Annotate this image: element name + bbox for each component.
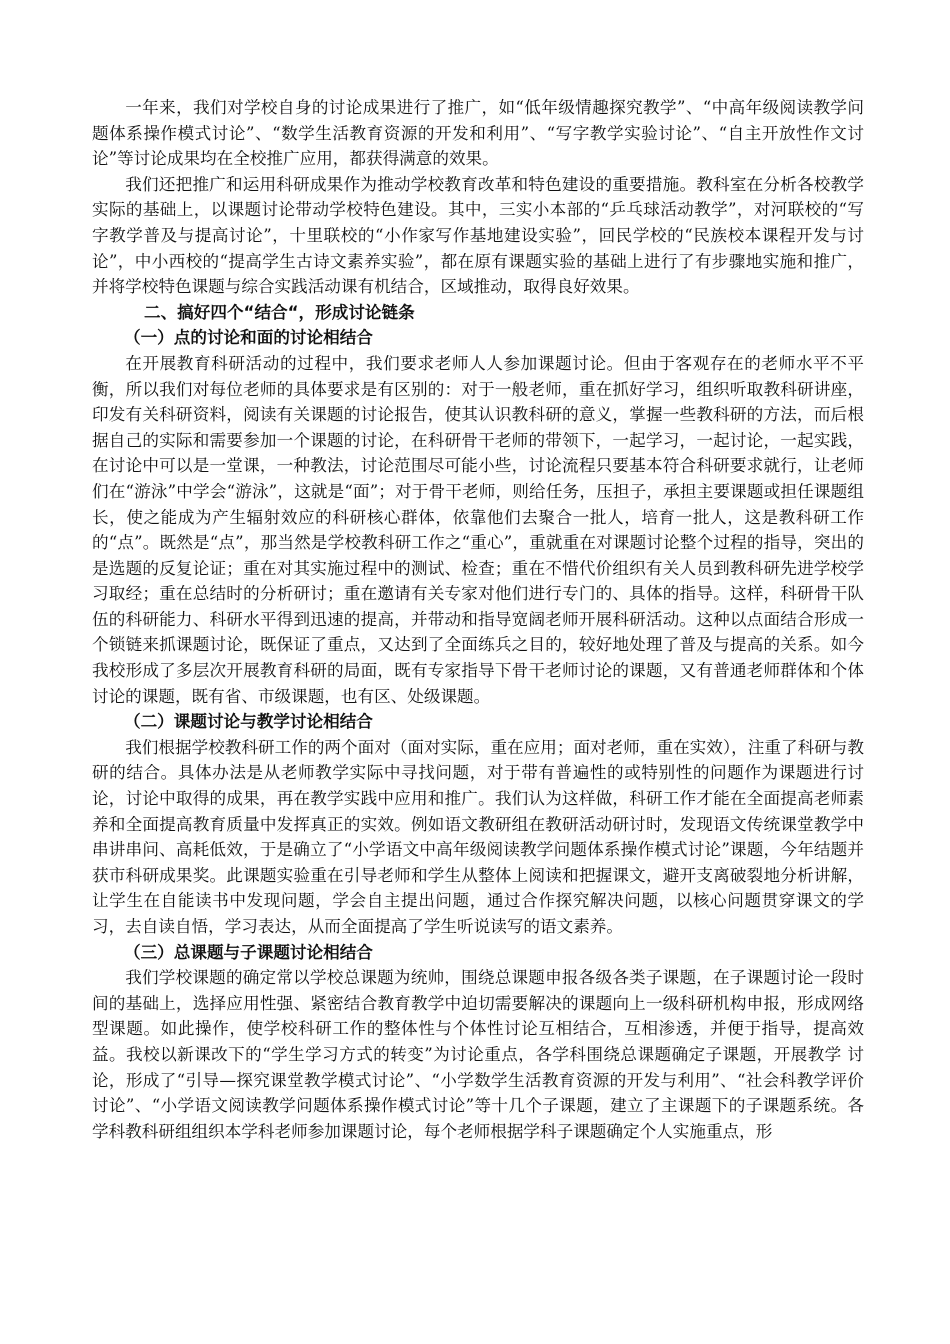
paragraph-topic-and-teaching: 我们根据学校教科研工作的两个面对（面对实际，重在应用；面对老师，重在实效），注重了科研与教研的结合。具体办法是从老师教学实际中寻找问题，对于带有普遍性的或特别性的问题作为课题进行讨论，讨论中取得的成果，再在教学实践中应用和推广。我们认为这样做，科研工作才能在全面提高老师素养和全面提高教育质量中发挥真正的实效。例如语文教研组在教研活动研讨时，发现语文传统课堂教学中串讲串问、高耗低效，于是确立了“小学语文中高年级阅读教学问题体系操作模式讨论”课题，今年结题并获市科研成果奖。此课题实验重在引导老师和学生从整体上阅读和把握课文，避开支离破裂地分析讲解，让学生在自能读书中发现问题，学会自主提出问题，通过合作探究解决问题，以核心问题贯穿课文的学习，去自读自悟，学习表达，从而全面提高了学生听说读写的语文素养。 bbox=[92, 737, 864, 936]
paragraph-promotion-results: 一年来，我们对学校自身的讨论成果进行了推广，如“低年级情趣探究教学”、“中高年级阅读教学问题体系操作模式讨论”、“数学生活教育资源的开发和利用”、“写字教学实验讨论”、“自主开放性作文讨论”等讨论成果均在全校推广应用，都获得满意的效果。 bbox=[92, 98, 864, 169]
document-body bbox=[92, 95, 864, 1144]
paragraph-point-and-surface: 在开展教育科研活动的过程中，我们要求老师人人参加课题讨论。但由于客观存在的老师水平不平衡，所以我们对每位老师的具体要求是有区别的：对于一般老师，重在抓好学习，组织听取教科研讲座，印发有关科研资料，阅读有关课题的讨论报告，使其认识教科研的意义，掌握一些教科研的方法，而后根据自己的实际和需要参加一个课题的讨论，在科研骨干老师的带领下，一起学习，一起讨论，一起实践，在讨论中可以是一堂课，一种教法，讨论范围尽可能小些，讨论流程只要基本符合科研要求就行，让老师们在“游泳”中学会“游泳”，这就是“面”；对于骨干老师，则给任务，压担子，承担主要课题或担任课题组长，使之能成为产生辐射效应的科研核心群体，依靠他们去聚合一批人，培育一批人，这是教科研工作的“点”。既然是“点”，那当然是学校教科研工作之“重心”，重就重在对课题讨论整个过程的指导，突出的是选题的反复论证；重在对其实施过程中的测试、检查；重在不惜代价组织有关人员到教科研先进学校学习取经；重在总结时的分析研讨；重在邀请有关专家对他们进行专门的、具体的指导。这样，科研骨干队伍的科研能力、科研水平得到迅速的提高，并带动和指导宽阔老师开展科研活动。这种以点面结合形成一个锁链来抓课题讨论，既保证了重点，又达到了全面练兵之目的，较好地处理了普及与提高的关系。如今我校形成了多层次开展教育科研的局面，既有专家指导下骨干老师讨论的课题，又有普通老师群体和个体讨论的课题，既有省、市级课题，也有区、处级课题。 bbox=[92, 353, 864, 706]
subsection-heading-point-and-surface: （一）点的讨论和面的讨论相结合 bbox=[124, 328, 373, 348]
section-heading-four-combinations: 二、搞好四个“结合“，形成讨论链条 bbox=[144, 302, 415, 322]
subsection-heading-topic-and-teaching: （二）课题讨论与教学讨论相结合 bbox=[124, 712, 373, 732]
paragraph-school-features: 我们还把推广和运用科研成果作为推动学校教育改革和特色建设的重要措施。教科室在分析各校教学实际的基础上，以课题讨论带动学校特色建设。其中，三实小本部的“乒乓球活动教学”，对河联校的“写字教学普及与提高讨论”，十里联校的“小作家写作基地建设实验”，回民学校的“民族校本课程开发与讨论”，中小西校的“提高学生古诗文素养实验”，都在原有课题实验的基础上进行了有步骤地实施和推广，并将学校特色课题与综合实践活动课有机结合，区域推动，取得良好效果。 bbox=[92, 174, 864, 297]
subsection-heading-main-and-sub-topics: （三）总课题与子课题讨论相结合 bbox=[124, 942, 373, 962]
paragraph-main-and-sub-topics: 我们学校课题的确定常以学校总课题为统帅，围绕总课题申报各级各类子课题，在子课题讨论一段时间的基础上，选择应用性强、紧密结合教育教学中迫切需要解决的课题向上一级科研机构申报，形成网络型课题。如此操作，使学校科研工作的整体性与个体性讨论互相结合，互相渗透，并便于指导，提高效益。我校以新课改下的“学生学习方式的转变”为讨论重点，各学科围绕总课题确定子课题，开展教学 讨论，形成了“引导—探究课堂教学模式讨论”、“小学数学生活教育资源的开发与利用”、“社会科教学评价讨论”、“小学语文阅读教学问题体系操作模式讨论”等十几个子课题，建立了主课题下的子课题系统。各学科教科研组组织本学科老师参加课题讨论，每个老师根据学科子课题确定个人实施重点，形 bbox=[92, 968, 864, 1141]
